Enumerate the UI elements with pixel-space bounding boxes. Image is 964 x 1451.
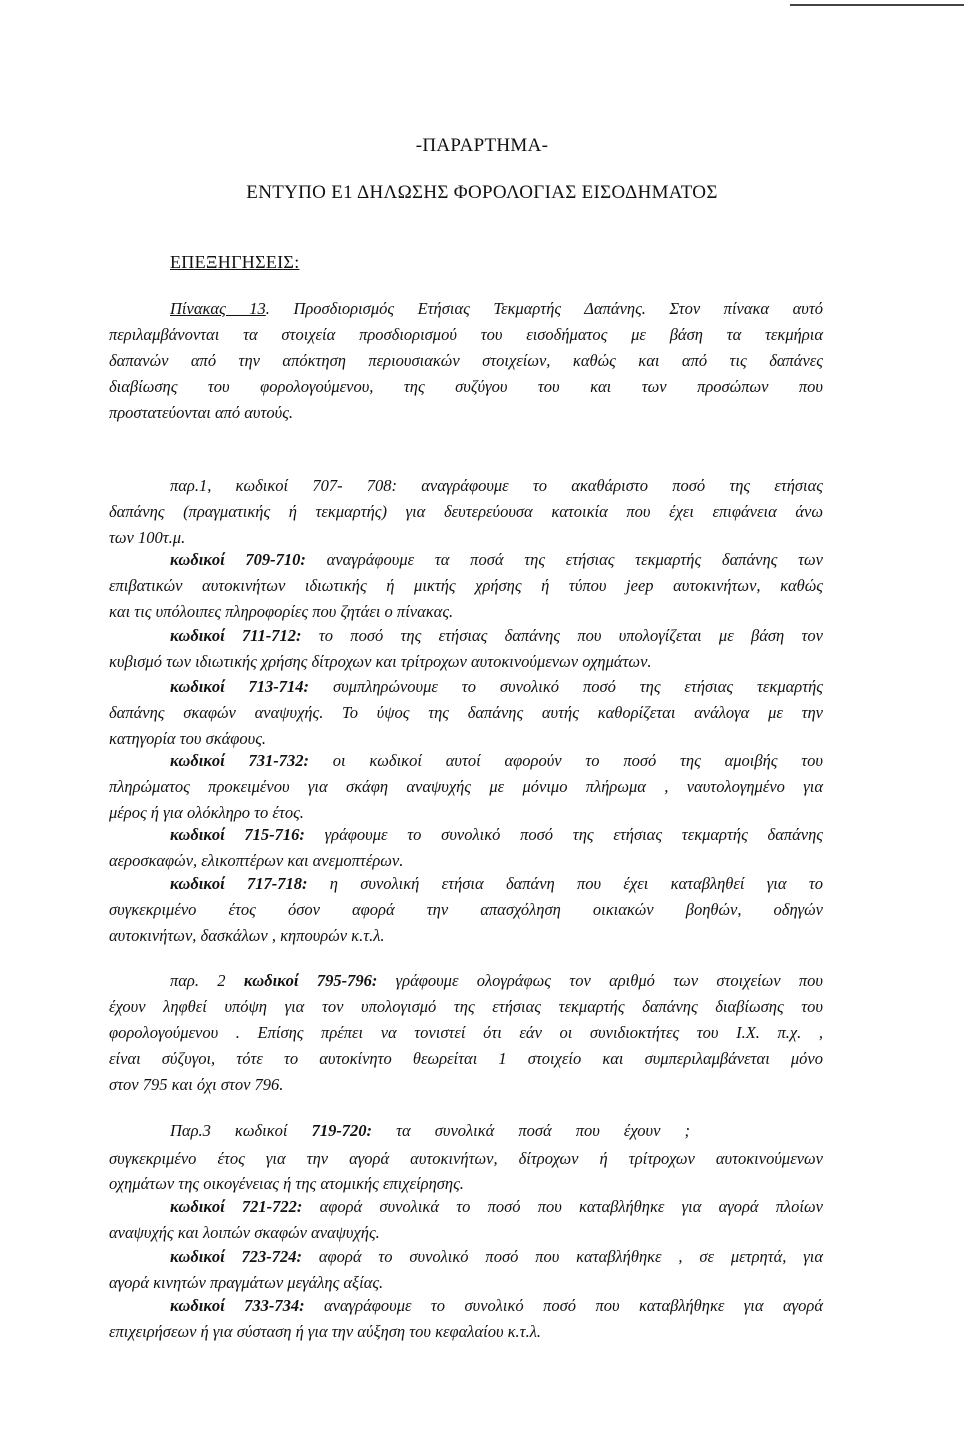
code-723-line-1: κωδικοί 723-724: αφορά το συνολικό ποσό που καταβλήθηκε , σε μετρητά, για [170, 1247, 823, 1266]
code-713-line-3: κατηγορία του σκάφους. [109, 729, 267, 748]
par2-line-2: έχουν ληφθεί υπόψη για τον υπολογισμό της ετήσιας τεκμαρτής δαπάνης διαβίωσης του [109, 997, 823, 1016]
par3-line-3: οχημάτων της οικογένειας ή της ατομικής επιχείρησης. [109, 1174, 464, 1193]
par2-line-5: στον 795 και όχι στον 796. [109, 1075, 284, 1094]
code-711-line-1: κωδικοί 711-712: το ποσό της ετήσιας δαπάνης που υπολογίζεται με βάση τον [170, 626, 823, 645]
form-title: ΕΝΤΥΠΟ Ε1 ΔΗΛΩΣΗΣ ΦΟΡΟΛΟΓΙΑΣ ΕΙΣΟΔΗΜΑΤΟΣ [246, 182, 718, 203]
annex-title: -ΠΑΡΑΡΤΗΜΑ- [415, 135, 549, 156]
code-709-line-3: και τις υπόλοιπες πληροφορίες που ζητάει ο πίνακας. [109, 602, 454, 621]
code-709-line-1: κωδικοί 709-710: αναγράφουμε τα ποσά της ετήσιας τεκμαρτής δαπάνης των [170, 550, 823, 569]
code-717-line-2: συγκεκριμένο έτος όσον αφορά την απασχόληση οικιακών βοηθών, οδηγών [109, 900, 823, 919]
code-713-line-2: δαπάνης σκαφών αναψυχής. Το ύψος της δαπάνης αυτής καθορίζεται ανάλογα με την [109, 703, 823, 722]
code-709-line-2: επιβατικών αυτοκινήτων ιδιωτικής ή μικτής χρήσης ή τύπου jeep αυτοκινήτων, καθώς [109, 576, 823, 595]
code-717-line-3: αυτοκινήτων, δασκάλων , κηπουρών κ.τ.λ. [109, 926, 385, 945]
table13-line-4: διαβίωσης του φορολογούμενου, της συζύγου του και των προσώπων που [109, 377, 823, 396]
par2-line-3: φορολογούμενου . Επίσης πρέπει να τονιστεί ότι εάν οι συνιδιοκτήτες του Ι.Χ. π.χ. , [109, 1023, 823, 1042]
code-733-line-1: κωδικοί 733-734: αναγράφουμε το συνολικό ποσό που καταβλήθηκε για αγορά [170, 1296, 823, 1315]
table13-line-1: Πίνακας 13. Προσδιορισμός Ετήσιας Τεκμαρτής Δαπάνης. Στον πίνακα αυτό [170, 299, 824, 318]
code-731-line-1: κωδικοί 731-732: οι κωδικοί αυτοί αφορούν το ποσό της αμοιβής του [170, 751, 823, 770]
code-717-line-1: κωδικοί 717-718: η συνολική ετήσια δαπάνη που έχει καταβληθεί για το [170, 874, 823, 893]
par3-line-1: Παρ.3 κωδικοί 719-720: τα συνολικά ποσά που έχουν ; [170, 1121, 690, 1140]
par2-line-4: είναι σύζυγοι, τότε το αυτοκίνητο θεωρείται 1 στοιχείο και συμπεριλαμβάνεται μόνο [109, 1049, 823, 1068]
code-711-line-2: κυβισμό των ιδιωτικής χρήσης δίτροχων και τρίτροχων αυτοκινούμενων οχημάτων. [109, 652, 652, 671]
code-721-line-2: αναψυχής και λοιπών σκαφών αναψυχής. [109, 1223, 380, 1242]
code-715-line-2: αεροσκαφών, ελικοπτέρων και ανεμοπτέρων. [109, 851, 404, 870]
par1-line-2: δαπάνης (πραγματικής ή τεκμαρτής) για δευτερεύουσα κατοικία που έχει επιφάνεια άνω [109, 502, 823, 521]
code-713-line-1: κωδικοί 713-714: συμπληρώνουμε το συνολικό ποσό της ετήσιας τεκμαρτής [170, 677, 823, 696]
code-731-line-2: πληρώματος προκειμένου για σκάφη αναψυχής με μόνιμο πλήρωμα , ναυτολογημένο για [109, 777, 823, 796]
par1-line-1: παρ.1, κωδικοί 707- 708: αναγράφουμε το ακαθάριστο ποσό της ετήσιας [170, 476, 823, 495]
code-733-line-2: επιχειρήσεων ή για σύσταση ή για την αύξηση του κεφαλαίου κ.τ.λ. [109, 1322, 541, 1341]
code-721-line-1: κωδικοί 721-722: αφορά συνολικά το ποσό που καταβλήθηκε για αγορά πλοίων [170, 1197, 823, 1216]
code-715-line-1: κωδικοί 715-716: γράφουμε το συνολικό ποσό της ετήσιας τεκμαρτής δαπάνης [170, 825, 823, 844]
table13-line-2: περιλαμβάνονται τα στοιχεία προσδιορισμού του εισοδήματος με βάση τα τεκμήρια [109, 325, 823, 344]
par2-line-1: παρ. 2 κωδικοί 795-796: γράφουμε ολογράφως τον αριθμό των στοιχείων που [170, 971, 823, 990]
table13-line-5: προστατεύονται από αυτούς. [109, 403, 294, 422]
par1-line-3: των 100τ.μ. [109, 528, 186, 547]
par3-line-2: συγκεκριμένο έτος για την αγορά αυτοκινήτων, δίτροχων ή τρίτροχων αυτοκινούμενων [109, 1149, 823, 1168]
code-723-line-2: αγορά κινητών πραγμάτων μεγάλης αξίας. [109, 1273, 384, 1292]
code-731-line-3: μέρος ή για ολόκληρο το έτος. [109, 803, 304, 822]
top-rule [790, 4, 964, 6]
table13-line-3: δαπανών από την απόκτηση περιουσιακών στοιχείων, καθώς και από τις δαπάνες [109, 351, 823, 370]
table13-label: Πίνακας 13 [170, 299, 266, 318]
explanations-heading: ΕΠΕΞΗΓΗΣΕΙΣ: [170, 252, 300, 272]
